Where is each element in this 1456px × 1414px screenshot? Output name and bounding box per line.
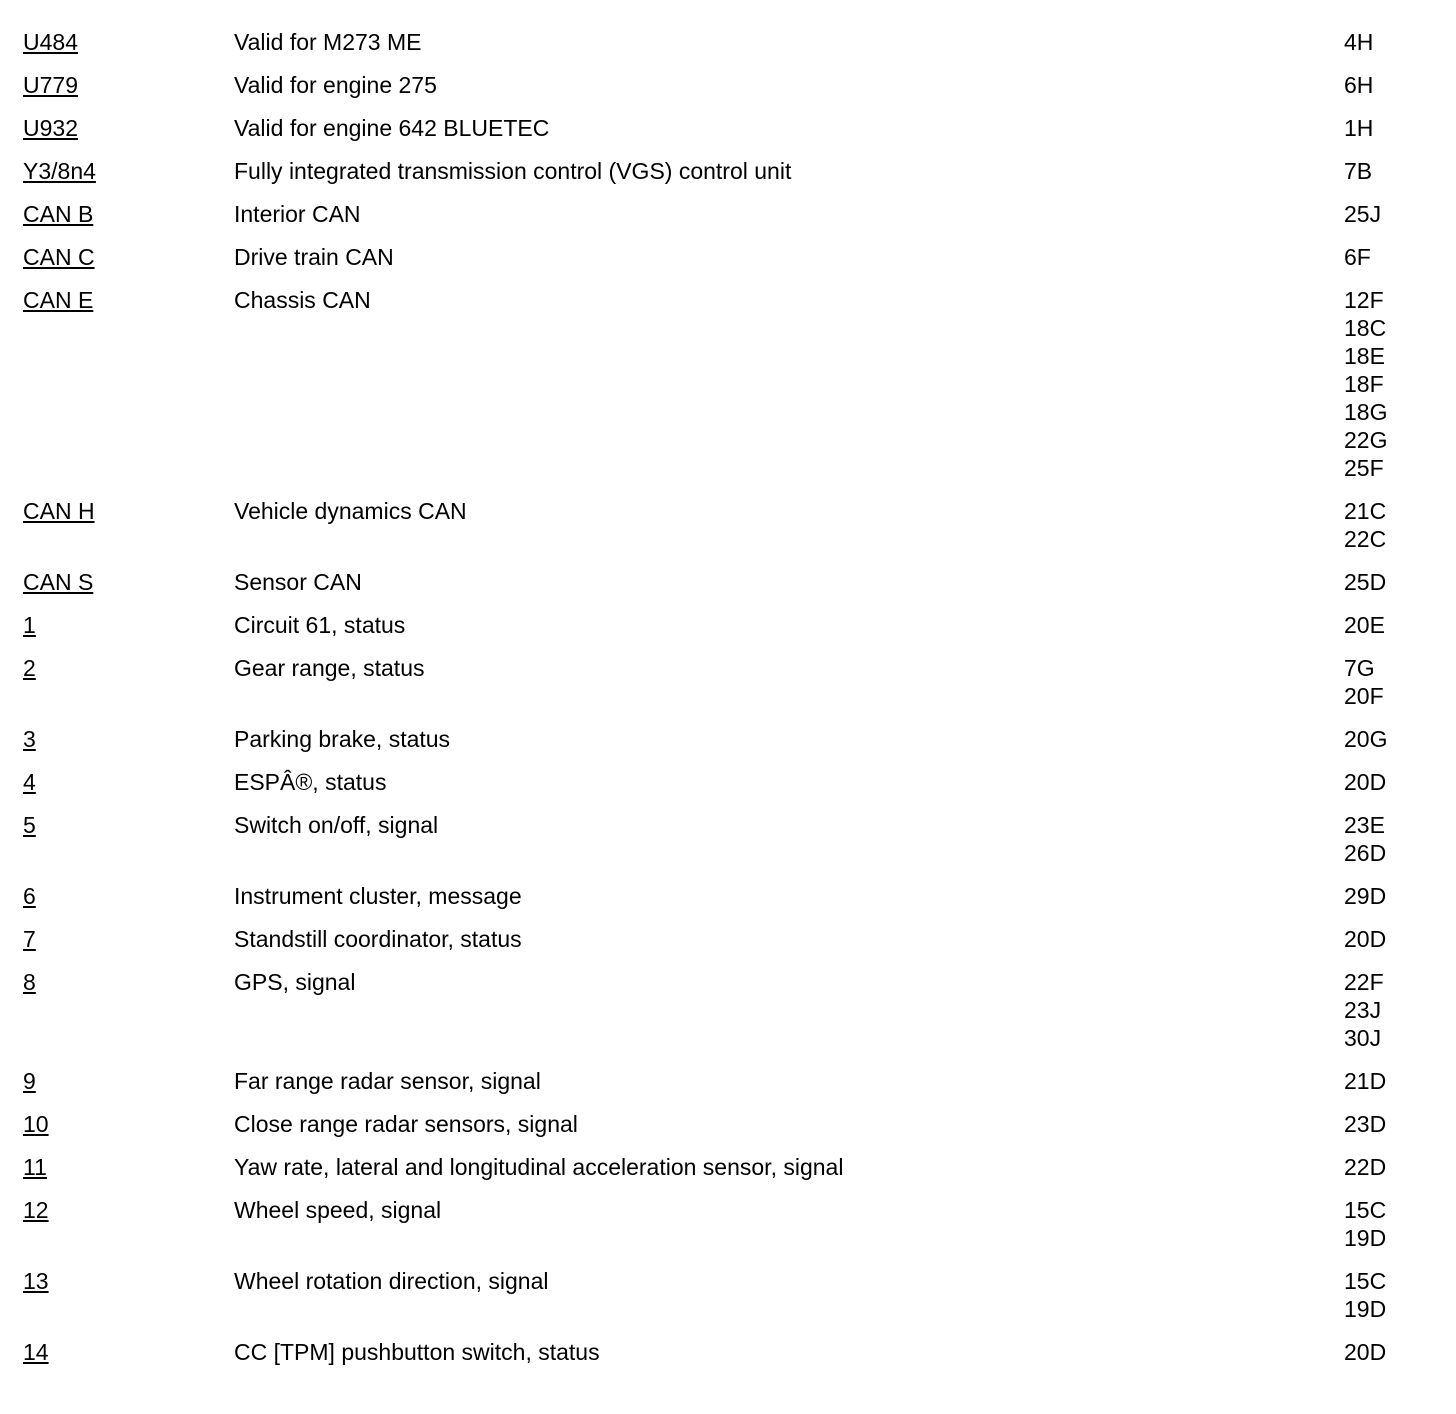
grid-reference: 15C xyxy=(1344,1197,1387,1223)
description-text: Valid for M273 ME xyxy=(234,29,422,55)
code-link[interactable]: CAN B xyxy=(23,201,94,227)
code-cell xyxy=(0,611,234,639)
grid-reference-list xyxy=(1344,611,1444,639)
grid-reference: 20G xyxy=(1344,726,1388,752)
legend-row-19 xyxy=(0,1153,1456,1181)
code-link[interactable]: CAN E xyxy=(23,287,94,313)
legend-row-8 xyxy=(0,568,1456,596)
code-cell xyxy=(0,1196,234,1224)
grid-reference: 1H xyxy=(1344,115,1374,141)
code-link[interactable]: 6 xyxy=(23,883,36,909)
description-text: Standstill coordinator, status xyxy=(234,926,522,952)
code-link[interactable]: U932 xyxy=(23,115,78,141)
legend-row-9 xyxy=(0,611,1456,639)
description-text: Switch on/off, signal xyxy=(234,812,439,838)
description-text: Close range radar sensors, signal xyxy=(234,1111,578,1137)
description-text: Chassis CAN xyxy=(234,287,371,313)
grid-reference-list xyxy=(1344,286,1444,482)
grid-reference: 22F xyxy=(1344,969,1384,995)
grid-reference-list xyxy=(1344,114,1444,142)
grid-reference: 25J xyxy=(1344,201,1382,227)
grid-reference: 20F xyxy=(1344,683,1384,709)
legend-table xyxy=(0,28,1456,1381)
grid-reference: 6F xyxy=(1344,244,1371,270)
code-link[interactable]: 8 xyxy=(23,969,36,995)
grid-reference-list xyxy=(1344,1338,1444,1366)
grid-reference-list xyxy=(1344,882,1444,910)
grid-reference: 29D xyxy=(1344,883,1387,909)
grid-reference-list xyxy=(1344,568,1444,596)
grid-reference: 23J xyxy=(1344,997,1382,1023)
description-text: Valid for engine 642 BLUETEC xyxy=(234,115,550,141)
grid-reference: 26D xyxy=(1344,840,1387,866)
legend-row-6 xyxy=(0,286,1456,482)
code-cell xyxy=(0,157,234,185)
legend-row-17 xyxy=(0,1067,1456,1095)
code-link[interactable]: CAN S xyxy=(23,569,94,595)
grid-reference: 19D xyxy=(1344,1225,1387,1251)
grid-reference-list xyxy=(1344,925,1444,953)
description-text: Parking brake, status xyxy=(234,726,451,752)
code-link[interactable]: 3 xyxy=(23,726,36,752)
grid-reference: 19D xyxy=(1344,1296,1387,1322)
grid-reference: 7G xyxy=(1344,655,1375,681)
grid-reference: 25D xyxy=(1344,569,1387,595)
code-cell xyxy=(0,1067,234,1095)
code-link[interactable]: 13 xyxy=(23,1268,49,1294)
grid-reference: 18E xyxy=(1344,343,1385,369)
grid-reference-list xyxy=(1344,71,1444,99)
grid-reference-list xyxy=(1344,654,1444,710)
legend-row-4 xyxy=(0,200,1456,228)
grid-reference: 21D xyxy=(1344,1068,1387,1094)
code-cell xyxy=(0,882,234,910)
legend-row-1 xyxy=(0,71,1456,99)
code-cell xyxy=(0,654,234,682)
grid-reference: 22D xyxy=(1344,1154,1387,1180)
grid-reference: 15C xyxy=(1344,1268,1387,1294)
code-cell xyxy=(0,1338,234,1366)
grid-reference: 18F xyxy=(1344,371,1384,397)
grid-reference: 20E xyxy=(1344,612,1385,638)
legend-row-7 xyxy=(0,497,1456,553)
code-cell xyxy=(0,811,234,839)
code-link[interactable]: CAN H xyxy=(23,498,95,524)
legend-row-10 xyxy=(0,654,1456,710)
grid-reference-list xyxy=(1344,1110,1444,1138)
grid-reference-list xyxy=(1344,1067,1444,1095)
grid-reference: 20D xyxy=(1344,926,1387,952)
code-link[interactable]: 10 xyxy=(23,1111,49,1137)
grid-reference: 23D xyxy=(1344,1111,1387,1137)
code-link[interactable]: 1 xyxy=(23,612,36,638)
code-cell xyxy=(0,286,234,314)
code-cell xyxy=(0,1110,234,1138)
grid-reference-list xyxy=(1344,725,1444,753)
legend-row-13 xyxy=(0,811,1456,867)
code-link[interactable]: U484 xyxy=(23,29,78,55)
code-link[interactable]: 5 xyxy=(23,812,36,838)
legend-row-0 xyxy=(0,28,1456,56)
grid-reference-list xyxy=(1344,28,1444,56)
code-link[interactable]: 9 xyxy=(23,1068,36,1094)
legend-row-22 xyxy=(0,1338,1456,1366)
code-link[interactable]: U779 xyxy=(23,72,78,98)
grid-reference: 21C xyxy=(1344,498,1387,524)
code-link[interactable]: CAN C xyxy=(23,244,95,270)
grid-reference-list xyxy=(1344,968,1444,1052)
grid-reference: 18C xyxy=(1344,315,1387,341)
grid-reference-list xyxy=(1344,243,1444,271)
code-link[interactable]: 14 xyxy=(23,1339,49,1365)
code-cell xyxy=(0,968,234,996)
grid-reference: 12F xyxy=(1344,287,1384,313)
code-cell xyxy=(0,497,234,525)
legend-row-21 xyxy=(0,1267,1456,1323)
code-cell xyxy=(0,768,234,796)
description-text: Valid for engine 275 xyxy=(234,72,437,98)
description-text: Yaw rate, lateral and longitudinal acceleration sensor, signal xyxy=(234,1154,844,1180)
legend-row-16 xyxy=(0,968,1456,1052)
code-link[interactable]: 2 xyxy=(23,655,36,681)
grid-reference: 18G xyxy=(1344,399,1388,425)
description-text: Wheel rotation direction, signal xyxy=(234,1268,549,1294)
code-link[interactable]: Y3/8n4 xyxy=(23,158,96,184)
description-text: Wheel speed, signal xyxy=(234,1197,442,1223)
grid-reference-list xyxy=(1344,157,1444,185)
code-cell xyxy=(0,114,234,142)
grid-reference: 25F xyxy=(1344,455,1384,481)
code-cell xyxy=(0,200,234,228)
description-text: Drive train CAN xyxy=(234,244,394,270)
legend-row-14 xyxy=(0,882,1456,910)
description-text: Far range radar sensor, signal xyxy=(234,1068,541,1094)
description-text: Vehicle dynamics CAN xyxy=(234,498,467,524)
code-cell xyxy=(0,568,234,596)
grid-reference-list xyxy=(1344,1153,1444,1181)
grid-reference: 23E xyxy=(1344,812,1385,838)
legend-row-20 xyxy=(0,1196,1456,1252)
legend-row-11 xyxy=(0,725,1456,753)
code-cell xyxy=(0,71,234,99)
legend-row-12 xyxy=(0,768,1456,796)
legend-row-15 xyxy=(0,925,1456,953)
description-text: CC [TPM] pushbutton switch, status xyxy=(234,1339,600,1365)
grid-reference: 6H xyxy=(1344,72,1374,98)
grid-reference-list xyxy=(1344,1267,1444,1323)
grid-reference: 7B xyxy=(1344,158,1373,184)
code-link[interactable]: 7 xyxy=(23,926,36,952)
legend-row-18 xyxy=(0,1110,1456,1138)
grid-reference: 30J xyxy=(1344,1025,1382,1051)
code-cell xyxy=(0,1153,234,1181)
code-link[interactable]: 4 xyxy=(23,769,36,795)
grid-reference: 20D xyxy=(1344,1339,1387,1365)
description-text: GPS, signal xyxy=(234,969,356,995)
code-cell xyxy=(0,28,234,56)
grid-reference-list xyxy=(1344,497,1444,553)
description-text: Circuit 61, status xyxy=(234,612,406,638)
grid-reference: 20D xyxy=(1344,769,1387,795)
grid-reference-list xyxy=(1344,768,1444,796)
grid-reference: 22C xyxy=(1344,526,1387,552)
description-text: ESPÂ®, status xyxy=(234,769,387,795)
description-text: Instrument cluster, message xyxy=(234,883,522,909)
code-cell xyxy=(0,1267,234,1295)
legend-row-3 xyxy=(0,157,1456,185)
legend-row-2 xyxy=(0,114,1456,142)
description-text: Gear range, status xyxy=(234,655,425,681)
description-text: Interior CAN xyxy=(234,201,361,227)
grid-reference: 22G xyxy=(1344,427,1388,453)
code-cell xyxy=(0,925,234,953)
grid-reference-list xyxy=(1344,1196,1444,1252)
grid-reference-list xyxy=(1344,811,1444,867)
code-link[interactable]: 11 xyxy=(23,1154,47,1180)
code-link[interactable]: 12 xyxy=(23,1197,49,1223)
code-cell xyxy=(0,725,234,753)
grid-reference-list xyxy=(1344,200,1444,228)
grid-reference: 4H xyxy=(1344,29,1374,55)
description-text: Fully integrated transmission control (VGS) control unit xyxy=(234,158,792,184)
legend-row-5 xyxy=(0,243,1456,271)
code-cell xyxy=(0,243,234,271)
description-text: Sensor CAN xyxy=(234,569,362,595)
